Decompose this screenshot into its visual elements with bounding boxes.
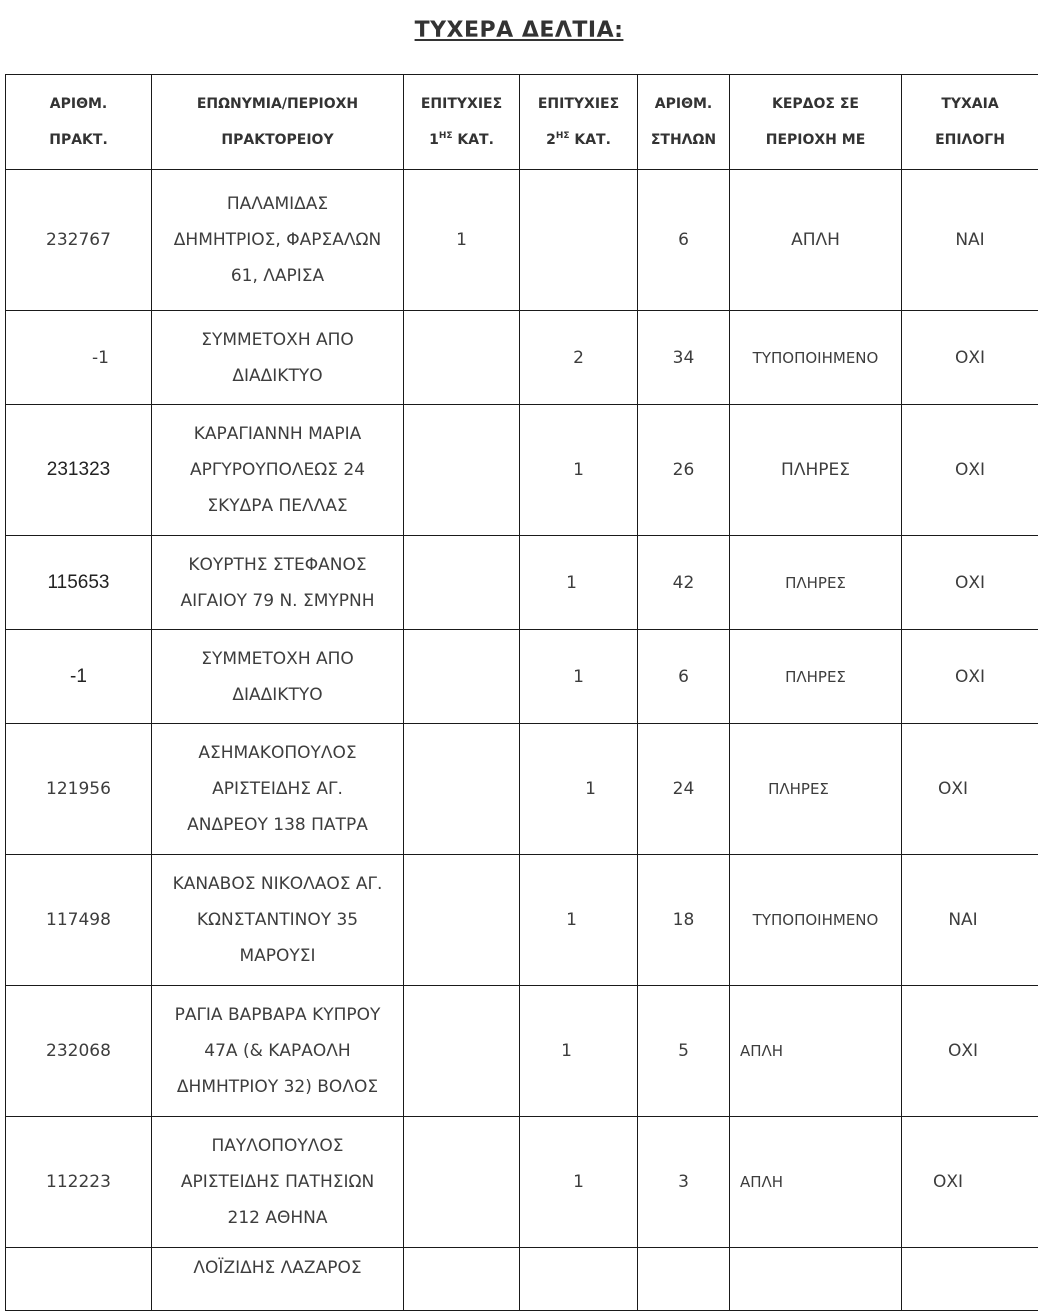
cell-random-pick: ΟΧΙ <box>902 724 1038 855</box>
cell-random-pick: ΟΧΙ <box>902 405 1038 536</box>
cell-win-area: ΑΠΛΗ <box>730 986 902 1117</box>
cell-win-area: ΑΠΛΗ <box>730 1117 902 1248</box>
header-text: ΚΑΤ. <box>570 132 611 148</box>
header-text: ΕΠΙΤΥΧΙΕΣ <box>538 96 619 112</box>
cell-columns: 6 <box>638 170 730 311</box>
header-text: ΠΡΑΚΤΟΡΕΙΟΥ <box>221 132 333 148</box>
table-header-row <box>6 75 1038 170</box>
cell-random-pick: ΟΧΙ <box>902 311 1038 405</box>
name-line: ΔΗΜΗΤΡΙΟΥ 32) ΒΟΛΟΣ <box>177 1077 378 1097</box>
cell-first-category <box>404 311 520 405</box>
name-line: ΣΚΥΔΡΑ ΠΕΛΛΑΣ <box>207 496 347 516</box>
header-text: ΠΕΡΙΟΧΗ ΜΕ <box>766 132 866 148</box>
cell-columns: 3 <box>638 1117 730 1248</box>
cell-agency-name <box>152 1248 404 1311</box>
cell-columns: 6 <box>638 630 730 724</box>
name-line: ΜΑΡΟΥΣΙ <box>239 946 315 966</box>
header-text: ΚΕΡΔΟΣ ΣΕ <box>772 96 859 112</box>
header-agency-number <box>6 75 152 170</box>
name-line: ΚΟΥΡΤΗΣ ΣΤΕΦΑΝΟΣ <box>188 555 366 575</box>
cell-random-pick: ΟΧΙ <box>902 1117 1038 1248</box>
cell-second-category: 1 <box>520 986 638 1117</box>
table-row <box>6 986 1038 1117</box>
table-row <box>6 536 1038 630</box>
cell-first-category <box>404 986 520 1117</box>
cell-first-category <box>404 1248 520 1311</box>
cell-random-pick: ΝΑΙ <box>902 170 1038 311</box>
cell-random-pick: ΟΧΙ <box>902 630 1038 724</box>
name-line: ΚΑΡΑΓΙΑΝΝΗ ΜΑΡΙΑ <box>194 424 362 444</box>
name-line: ΣΥΜΜΕΤΟΧΗ ΑΠΟ <box>201 330 354 350</box>
name-line: ΑΙΓΑΙΟΥ 79 Ν. ΣΜΥΡΝΗ <box>180 591 374 611</box>
cell-second-category <box>520 170 638 311</box>
name-line: ΠΑΥΛΟΠΟΥΛΟΣ <box>211 1136 343 1156</box>
cell-random-pick: ΝΑΙ <box>902 855 1038 986</box>
cell-first-category: 1 <box>404 170 520 311</box>
cell-agency-number: -1 <box>6 311 152 405</box>
name-line: ΚΩΝΣΤΑΝΤΙΝΟΥ 35 <box>197 910 358 930</box>
cell-agency-number: 232767 <box>6 170 152 311</box>
cell-agency-number: 232068 <box>6 986 152 1117</box>
cell-second-category <box>520 1248 638 1311</box>
name-line: ΠΑΛΑΜΙΔΑΣ <box>227 194 328 214</box>
name-line: ΡΑΓΙΑ ΒΑΡΒΑΡΑ ΚΥΠΡΟΥ <box>175 1005 381 1025</box>
cell-columns: 42 <box>638 536 730 630</box>
name-line: ΔΙΑΔΙΚΤΥΟ <box>232 685 322 705</box>
header-columns <box>638 75 730 170</box>
cell-agency-name <box>152 986 404 1117</box>
cell-columns <box>638 1248 730 1311</box>
table-row <box>6 855 1038 986</box>
cell-agency-name <box>152 311 404 405</box>
table-row <box>6 630 1038 724</box>
cell-random-pick: ΟΧΙ <box>902 536 1038 630</box>
cell-first-category <box>404 1117 520 1248</box>
header-superscript: ΗΣ <box>439 131 453 141</box>
table-row <box>6 170 1038 311</box>
name-line: 212 ΑΘΗΝΑ <box>228 1208 328 1228</box>
cell-columns: 34 <box>638 311 730 405</box>
cell-agency-name <box>152 170 404 311</box>
cell-agency-number: 117498 <box>6 855 152 986</box>
table-row <box>6 405 1038 536</box>
header-text: ΣΤΗΛΩΝ <box>651 132 716 148</box>
name-line: 61, ΛΑΡΙΣΑ <box>231 266 324 286</box>
cell-win-area: ΑΠΛΗ <box>730 170 902 311</box>
cell-agency-number: 121956 <box>6 724 152 855</box>
cell-columns: 18 <box>638 855 730 986</box>
cell-agency-name <box>152 724 404 855</box>
cell-win-area: ΠΛΗΡΕΣ <box>730 536 902 630</box>
cell-random-pick: ΟΧΙ <box>902 986 1038 1117</box>
cell-win-area: ΤΥΠΟΠΟΙΗΜΕΝΟ <box>730 311 902 405</box>
cell-win-area <box>730 1248 902 1311</box>
name-line: ΑΡΙΣΤΕΙΔΗΣ ΑΓ. <box>212 779 343 799</box>
cell-second-category: 1 <box>520 405 638 536</box>
table-row <box>6 1117 1038 1248</box>
name-line: ΔΙΑΔΙΚΤΥΟ <box>232 366 322 386</box>
cell-agency-number <box>6 1248 152 1311</box>
header-first-category <box>404 75 520 170</box>
cell-agency-number: 115653 <box>6 536 152 630</box>
name-line: ΑΝΔΡΕΟΥ 138 ΠΑΤΡΑ <box>187 815 368 835</box>
header-text: ΕΠΙΛΟΓΗ <box>935 132 1005 148</box>
cell-win-area: ΠΛΗΡΕΣ <box>730 405 902 536</box>
table-row <box>6 1248 1038 1311</box>
page-title: ΤΥΧΕΡΑ ΔΕΛΤΙΑ: <box>0 18 1038 43</box>
header-agency-name <box>152 75 404 170</box>
name-line: ΣΥΜΜΕΤΟΧΗ ΑΠΟ <box>201 649 354 669</box>
cell-second-category: 1 <box>520 630 638 724</box>
header-text: 2 <box>546 132 556 148</box>
header-text: ΕΠΙΤΥΧΙΕΣ <box>421 96 502 112</box>
name-line: ΑΣΗΜΑΚΟΠΟΥΛΟΣ <box>198 743 356 763</box>
name-line: ΑΡΓΥΡΟΥΠΟΛΕΩΣ 24 <box>190 460 365 480</box>
cell-columns: 24 <box>638 724 730 855</box>
header-win-area <box>730 75 902 170</box>
header-text: ΕΠΩΝΥΜΙΑ/ΠΕΡΙΟΧΗ <box>197 96 358 112</box>
cell-agency-name <box>152 1117 404 1248</box>
name-line: 47Α (& ΚΑΡΑΟΛΗ <box>204 1041 350 1061</box>
cell-first-category <box>404 405 520 536</box>
cell-win-area: ΠΛΗΡΕΣ <box>730 724 902 855</box>
header-text: ΠΡΑΚΤ. <box>49 132 108 148</box>
cell-agency-name <box>152 855 404 986</box>
cell-agency-name <box>152 630 404 724</box>
cell-agency-name <box>152 536 404 630</box>
cell-second-category: 2 <box>520 311 638 405</box>
cell-second-category: 1 <box>520 1117 638 1248</box>
table-row <box>6 311 1038 405</box>
cell-columns: 26 <box>638 405 730 536</box>
cell-agency-number: 112223 <box>6 1117 152 1248</box>
cell-agency-number: -1 <box>6 630 152 724</box>
table-row <box>6 724 1038 855</box>
cell-random-pick <box>902 1248 1038 1311</box>
cell-columns: 5 <box>638 986 730 1117</box>
header-superscript: ΗΣ <box>556 131 570 141</box>
cell-win-area: ΤΥΠΟΠΟΙΗΜΕΝΟ <box>730 855 902 986</box>
cell-agency-number: 231323 <box>6 405 152 536</box>
cell-first-category <box>404 536 520 630</box>
winning-tickets-table <box>5 74 1038 1311</box>
header-second-category <box>520 75 638 170</box>
cell-first-category <box>404 724 520 855</box>
name-line: ΛΟΪΖΙΔΗΣ ΛΑΖΑΡΟΣ <box>193 1258 361 1278</box>
cell-second-category: 1 <box>520 855 638 986</box>
name-line: ΑΡΙΣΤΕΙΔΗΣ ΠΑΤΗΣΙΩΝ <box>181 1172 374 1192</box>
cell-second-category: 1 <box>520 536 638 630</box>
name-line: ΚΑΝΑΒΟΣ ΝΙΚΟΛΑΟΣ ΑΓ. <box>173 874 383 894</box>
cell-agency-name <box>152 405 404 536</box>
header-text: 1 <box>429 132 439 148</box>
header-text: ΑΡΙΘΜ. <box>655 96 712 112</box>
name-line: ΔΗΜΗΤΡΙΟΣ, ΦΑΡΣΑΛΩΝ <box>174 230 381 250</box>
cell-win-area: ΠΛΗΡΕΣ <box>730 630 902 724</box>
header-text: ΑΡΙΘΜ. <box>50 96 107 112</box>
header-random-pick <box>902 75 1038 170</box>
header-text: ΤΥΧΑΙΑ <box>941 96 998 112</box>
header-text: ΚΑΤ. <box>453 132 494 148</box>
cell-first-category <box>404 630 520 724</box>
cell-second-category: 1 <box>520 724 638 855</box>
cell-first-category <box>404 855 520 986</box>
